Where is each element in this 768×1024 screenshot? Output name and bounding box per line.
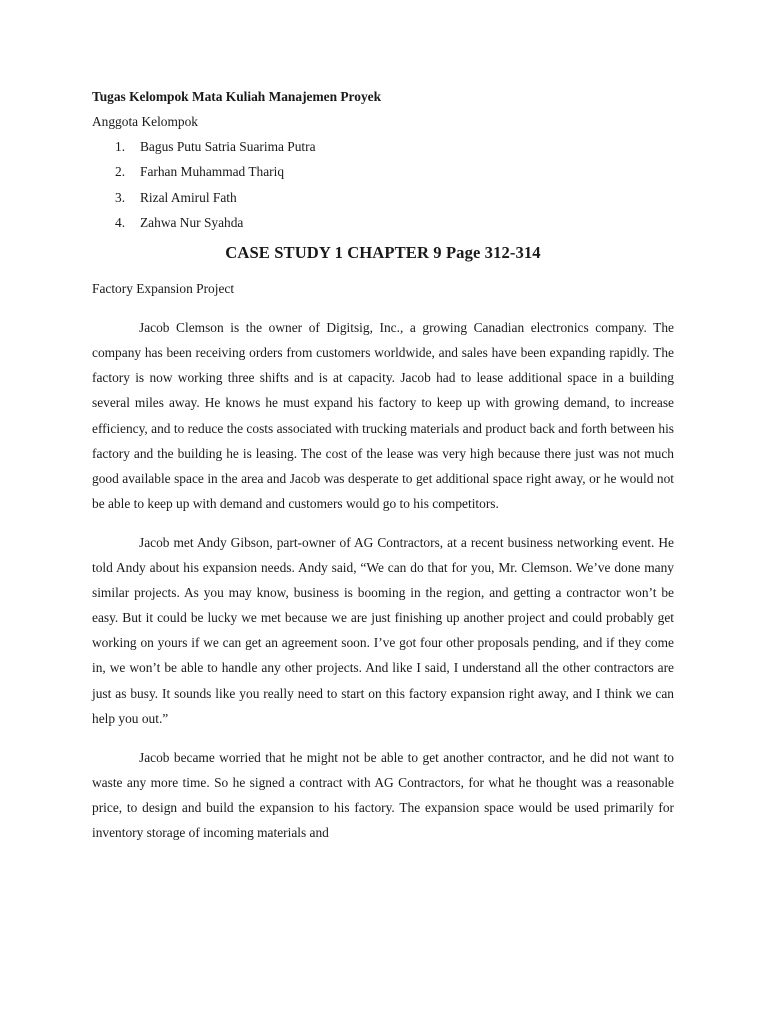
member-number: 2. [115, 164, 126, 180]
case-study-title: CASE STUDY 1 CHAPTER 9 Page 312-314 [225, 243, 541, 263]
member-name: Zahwa Nur Syahda [140, 214, 244, 230]
member-item [92, 185, 674, 210]
body-paragraph: Jacob became worried that he might not be able to get another contractor, and he did not want to waste any more time. So he signed a contract with AG Contractors, for what he thought was a reasonable price, to design and build the expansion to his factory. The expansion space would be used primarily for inventory storage of incoming materials and [92, 749, 674, 840]
member-item [92, 159, 674, 184]
body-paragraph: Jacob Clemson is the owner of Digitsig, Inc., a growing Canadian electronics company. The company has been receiving orders from customers worldwide, and sales have been expanding rapidly. The factory is now working three shifts and is at capacity. Jacob had to lease additional space in a building several miles away. He knows he must expand his factory to keep up with growing demand, to increase efficiency, and to reduce the costs associated with trucking materials and product back and forth between his factory and the building he is leasing. The cost of the lease was very high because there just was not much good available space in the area and Jacob was desperate to get additional space right away, or he would not be able to keep up with demand and customers would go to his competitors. [92, 320, 674, 511]
assignment-title: Tugas Kelompok Mata Kuliah Manajemen Proyek [92, 89, 382, 104]
members-label: Anggota Kelompok [92, 114, 198, 129]
document-page [92, 84, 674, 859]
member-item [92, 134, 674, 159]
member-number: 1. [115, 139, 126, 154]
body-paragraph: Jacob met Andy Gibson, part-owner of AG Contractors, at a recent business networking event. He told Andy about his expansion needs. Andy said, “We can do that for you, Mr. Clemson. We’ve done many similar projects. As you may know, business is booming in the region, and getting a contractor won’t be easy. But it could be lucky we met because we are just finishing up another project and could probably get working on yours if we can get an agreement soon. I’ve got four other proposals pending, and if they come in, we won’t be able to handle any other projects. And like I said, I understand all the other contractors are just as busy. It sounds like you really need to start on this factory expansion right away, and I think we can help you out.” [92, 534, 674, 726]
member-name: Farhan Muhammad Thariq [140, 164, 285, 180]
member-number: 4. [115, 214, 126, 230]
member-name: Rizal Amirul Fath [140, 189, 237, 205]
member-item [92, 210, 674, 235]
member-name: Bagus Putu Satria Suarima Putra [140, 139, 316, 154]
member-number: 3. [115, 189, 126, 205]
project-subtitle: Factory Expansion Project [92, 281, 235, 297]
members-list [92, 134, 674, 235]
